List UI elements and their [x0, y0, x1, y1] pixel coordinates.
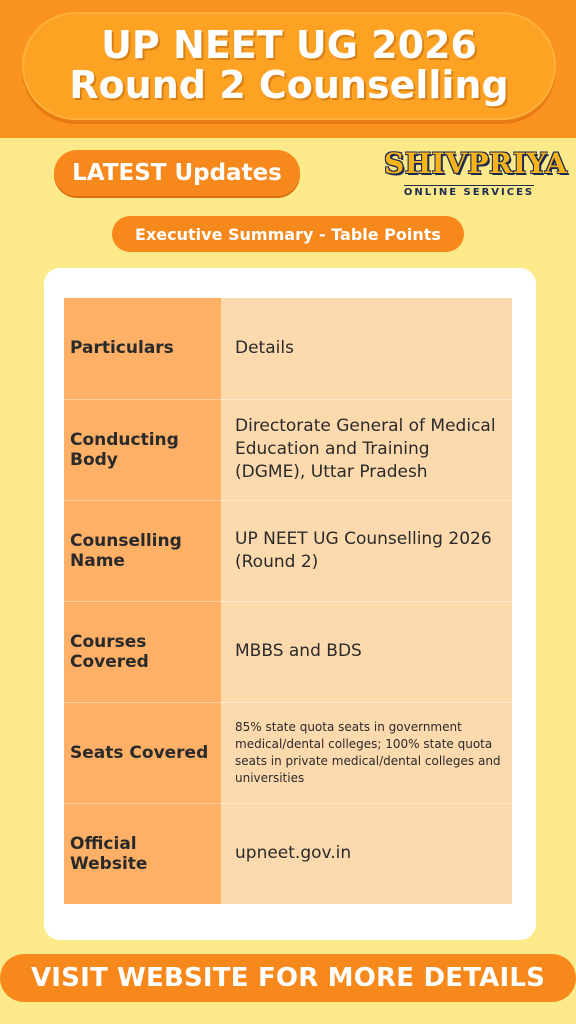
row-key: Conducting Body — [64, 399, 221, 500]
table-row — [64, 702, 512, 803]
row-value: Directorate General of Medical Education and Training (DGME), Uttar Pradesh — [221, 399, 512, 500]
page-title — [22, 12, 556, 120]
logo-name: SHIVPRIYA — [384, 147, 568, 180]
row-value: MBBS and BDS — [221, 601, 512, 702]
row-value: Details — [221, 298, 512, 399]
row-value: 85% state quota seats in government medical/dental colleges; 100% state quota seats in private medical/dental colleges and universities — [221, 702, 512, 803]
latest-updates-badge: LATEST Updates — [54, 150, 300, 196]
row-key: Particulars — [64, 298, 221, 399]
row-key: Courses Covered — [64, 601, 221, 702]
logo-tagline: ONLINE SERVICES — [403, 187, 535, 198]
row-value: UP NEET UG Counselling 2026 (Round 2) — [221, 500, 512, 601]
row-value: upneet.gov.in — [221, 803, 512, 904]
visit-website-banner[interactable]: VISIT WEBSITE FOR MORE DETAILS — [0, 954, 576, 1002]
table-row — [64, 399, 512, 500]
table-row — [64, 803, 512, 904]
table-row — [64, 601, 512, 702]
table-row — [64, 298, 512, 399]
row-key: Counselling Name — [64, 500, 221, 601]
executive-summary-badge: Executive Summary - Table Points — [112, 216, 464, 252]
row-key: Official Website — [64, 803, 221, 904]
row-key: Seats Covered — [64, 702, 221, 803]
table-row — [64, 500, 512, 601]
title-line-2: Round 2 Counselling — [69, 63, 509, 107]
shivpriya-logo — [384, 147, 568, 198]
title-line-1: UP NEET UG 2026 — [101, 23, 477, 68]
summary-table — [64, 298, 512, 905]
